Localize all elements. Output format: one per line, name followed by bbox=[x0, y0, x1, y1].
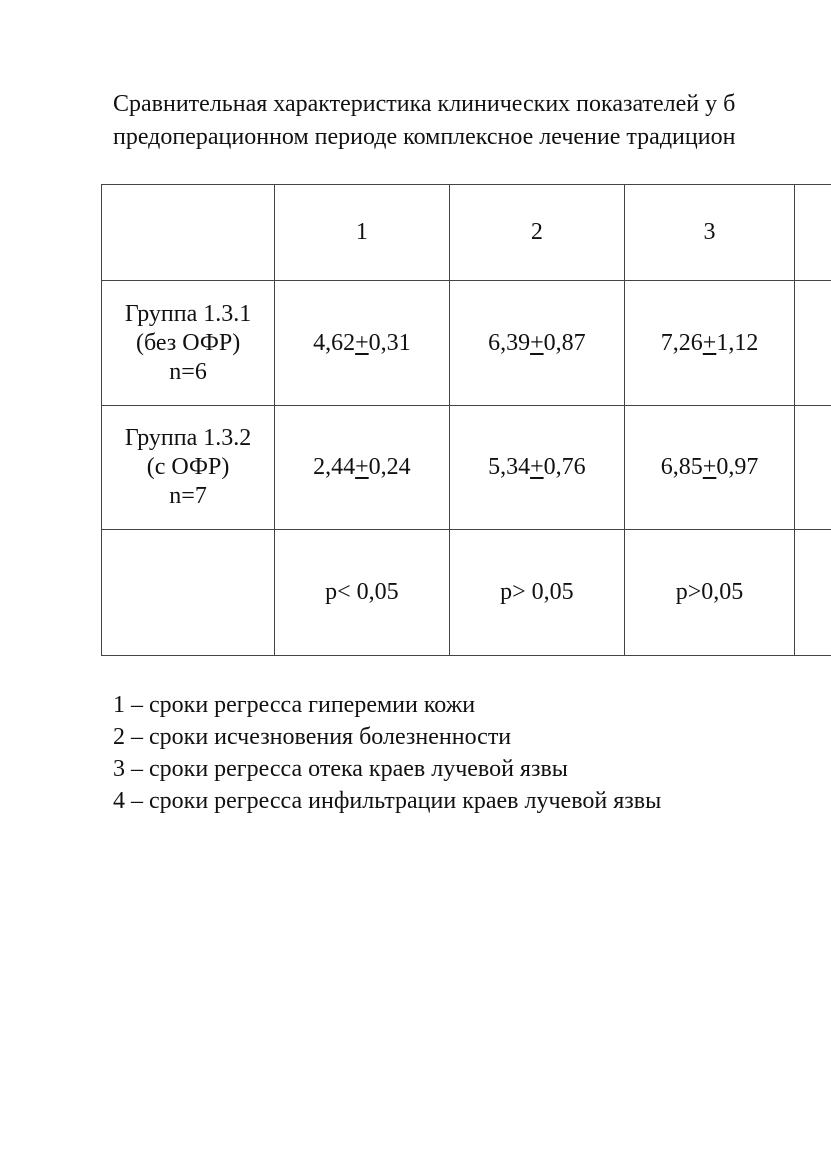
value-cell-cropped bbox=[795, 406, 831, 530]
error-value: 0,24 bbox=[368, 454, 411, 480]
plus-minus-sign: + bbox=[702, 454, 717, 480]
header-cell-2: 2 bbox=[449, 185, 624, 281]
header-cell-1: 1 bbox=[275, 185, 450, 281]
legend-item: 2 – сроки исчезновения болезненности bbox=[113, 724, 512, 750]
comparison-table bbox=[101, 184, 831, 656]
value-cell bbox=[275, 281, 450, 406]
value-cell-cropped bbox=[795, 281, 831, 406]
document-title bbox=[113, 88, 831, 154]
legend bbox=[113, 689, 661, 817]
title-line-2: предоперационном периоде комплексное лечение традицион bbox=[113, 124, 736, 150]
mean-value: 7,26 bbox=[660, 329, 703, 356]
pvalue-row bbox=[102, 530, 831, 656]
pvalue-cell: p> 0,05 bbox=[449, 530, 624, 656]
value-cell bbox=[275, 406, 450, 530]
mean-value: 2,44 bbox=[313, 454, 356, 480]
error-value: 0,97 bbox=[716, 454, 759, 480]
header-cell-4-cropped bbox=[795, 185, 831, 281]
error-value: 0,76 bbox=[543, 454, 586, 480]
table-header-row bbox=[102, 185, 831, 281]
legend-item: 1 – сроки регресса гиперемии кожи bbox=[113, 692, 476, 718]
group-name: Группа 1.3.1 bbox=[124, 300, 252, 327]
pvalue-cell: p>0,05 bbox=[625, 530, 795, 656]
group-condition: (с ОФР) bbox=[146, 454, 230, 480]
plus-minus-sign: + bbox=[530, 454, 544, 480]
plus-minus-sign: + bbox=[355, 454, 369, 480]
legend-item: 3 – сроки регресса отека краев лучевой язвы bbox=[113, 756, 568, 782]
group-size: n=6 bbox=[169, 358, 207, 385]
value-cell bbox=[625, 281, 795, 406]
value-cell bbox=[625, 406, 795, 530]
group-size: n=7 bbox=[169, 483, 207, 509]
header-cell-empty bbox=[102, 185, 275, 281]
error-value: 0,31 bbox=[368, 329, 411, 356]
plus-minus-sign: + bbox=[702, 329, 717, 356]
mean-value: 6,85 bbox=[660, 454, 703, 480]
mean-value: 4,62 bbox=[313, 329, 356, 356]
plus-minus-sign: + bbox=[355, 329, 369, 356]
header-cell-3: 3 bbox=[625, 185, 795, 281]
group-name: Группа 1.3.2 bbox=[124, 425, 252, 451]
pvalue-label-cell bbox=[102, 530, 275, 656]
error-value: 1,12 bbox=[716, 329, 759, 356]
mean-value: 5,34 bbox=[488, 454, 531, 480]
title-line-1: Сравнительная характеристика клинических показателей у б bbox=[113, 91, 736, 117]
group-label-cell bbox=[102, 406, 275, 530]
pvalue-cell-cropped bbox=[795, 530, 831, 656]
plus-minus-sign: + bbox=[530, 329, 544, 356]
legend-item: 4 – сроки регресса инфильтрации краев лучевой язвы bbox=[113, 788, 662, 814]
group-condition: (без ОФР) bbox=[135, 329, 241, 356]
table-row bbox=[102, 406, 831, 530]
pvalue-cell: p< 0,05 bbox=[275, 530, 450, 656]
value-cell bbox=[449, 281, 624, 406]
mean-value: 6,39 bbox=[488, 329, 531, 356]
group-label-cell bbox=[102, 281, 275, 406]
table-row bbox=[102, 281, 831, 406]
value-cell bbox=[449, 406, 624, 530]
error-value: 0,87 bbox=[543, 329, 586, 356]
